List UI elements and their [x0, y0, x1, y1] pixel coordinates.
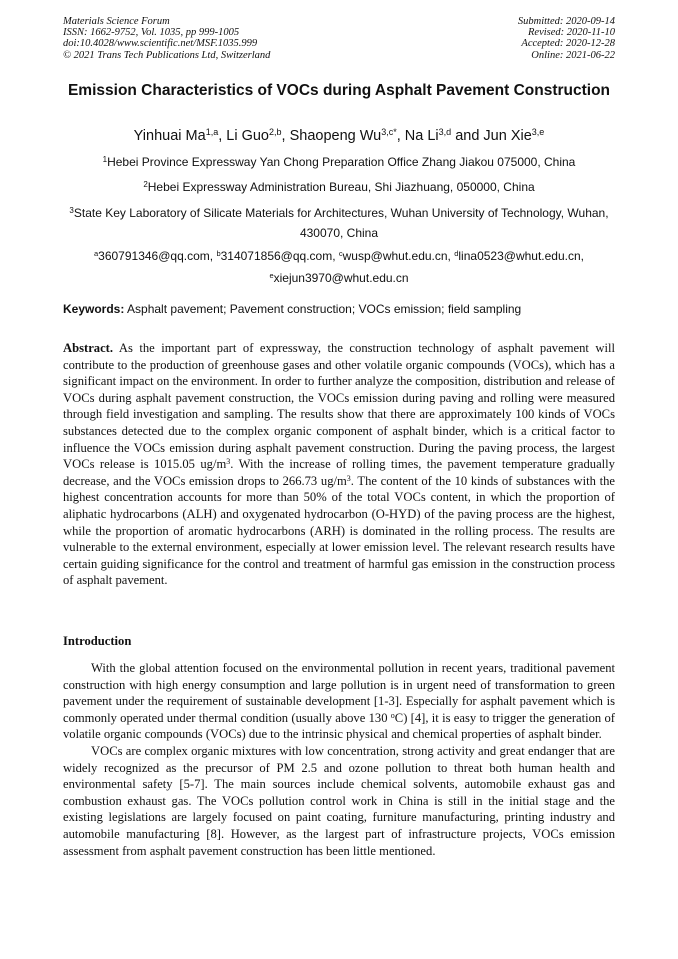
affiliation: $^3$State Key Laboratory of Silicate Materials for Architectures, Wuhan University of Technology, Wuhan, 430070, China [69, 206, 609, 240]
email: $^e$xiejun3970@whut.edu.cn [269, 271, 409, 285]
journal-name: Materials Science Forum [63, 16, 170, 27]
copyright-line: © 2021 Trans Tech Publications Ltd, Switzerland [63, 49, 271, 61]
email-list [63, 244, 615, 288]
author: Jun Xie$^{3,e}$ [483, 127, 545, 144]
author: Li Guo$^{2,b}$, [226, 127, 290, 144]
author: Yinhuai Ma$^{1,a}$, [133, 127, 227, 144]
affiliation: $^1$Hebei Province Expressway Yan Chong Preparation Office Zhang Jiakou 075000, China [102, 155, 576, 169]
paper-title: Emission Characteristics of VOCs during Asphalt Pavement Construction [67, 82, 611, 99]
keywords-label: Keywords: [63, 302, 125, 316]
email: $^c$wusp@whut.edu.cn, [338, 249, 455, 263]
affiliation: $^2$Hebei Expressway Administration Bureau, Shi Jiazhuang, 050000, China [143, 180, 535, 194]
publication-dates [518, 16, 615, 61]
email: $^a$360791346@qq.com, [93, 249, 217, 263]
revised-date: Revised: 2020-11-10 [528, 27, 615, 39]
abstract-label: Abstract. [63, 341, 114, 355]
journal-info [63, 16, 270, 61]
author-list [63, 123, 615, 145]
keywords-text: Asphalt pavement; Pavement construction; VOCs emission; field sampling [127, 302, 522, 316]
section-heading: Introduction [63, 634, 132, 648]
author: Na Li$^{3,d}$ and [404, 127, 484, 144]
keywords [63, 301, 615, 317]
paragraph: With the global attention focused on the environmental pollution in recent years, traditional pavement construction with high energy consumption and large pollution is in urgent need of transformation to green pavement under the requirement of sustainable development [1-3]. Especially for asphalt pavement which is commonly operated under thermal condition (usually above 130 $^o$C) [4], it is easy to trigger the generation of volatile organic compounds (VOCs) due to the intrinsic physical and chemical properties of asphalt binder. [63, 661, 615, 742]
submitted-date: Submitted: 2020-09-14 [517, 16, 615, 27]
email: $^b$314071856@qq.com, [216, 249, 339, 263]
abstract: Abstract. As the important part of expressway, the construction technology of asphalt pavement will contribute to the production of greenhouse gases and other volatile organic compounds (VOCs), which has a significant impact on the environment. In order to further analyze the composition, distribution and release of VOCs during asphalt pavement construction, the VOCs emission during paving and rolling were measured through field investigation and sampling. The results show that there are approximately 100 kinds of VOCs substances detected due to the complex organic component of asphalt binder, which is a critical factor to influence the VOCs emission during asphalt pavement construction. During the paving process, the largest VOCs release is 1015.05 $ug/m^3$. With the increase of rolling times, the pavement temperature gradually decrease, and the VOCs emission drops to 266.73 $ug/m^3$. The content of the 10 kinds of substances with the highest concentration accounts for more than 50% of the total VOCs content, in which the proportion of aliphatic hydrocarbons (ALH) and oxygenated hydrocarbon (O-HYD) of the paving process are the highest, while the proportion of aromatic hydrocarbons (ARH) is dominated in the rolling process. The results are vulnerable to the external environment, especially at lower emission level. The relevant research results have certain guiding significance for the control and treatment of harmful gas emission in the construction process of asphalt pavement. [63, 341, 615, 588]
accepted-date: Accepted: 2020-12-28 [521, 38, 615, 50]
email: $^d$lina0523@whut.edu.cn, [454, 249, 585, 263]
author: Shaopeng $Wu^{3,c*}$, [289, 127, 405, 144]
online-date: Online: 2021-06-22 [531, 49, 615, 61]
doi-line: doi:10.4028/www.scientific.net/MSF.1035.999 [63, 38, 258, 50]
paragraph: VOCs are complex organic mixtures with low concentration, strong activity and great endanger that are widely recognized as the precursor of PM 2.5 and ozone pollution to threat both human health and environmental safety [5-7]. The main sources include chemical solvents, automobile exhaust gas and combustion exhaust gas. The VOCs pollution control work in China is still in the initial stage and the existing legislations are largely focused on paint coating, furniture manufacturing, printing industry and automobile manufacturing [8]. However, as the largest part of infrastructure projects, VOCs emission assessment from asphalt pavement construction has been little mentioned. [63, 743, 615, 858]
introduction-body [63, 660, 615, 859]
issn-line: ISSN: 1662-9752, Vol. 1035, pp 999-1005 [63, 27, 240, 39]
